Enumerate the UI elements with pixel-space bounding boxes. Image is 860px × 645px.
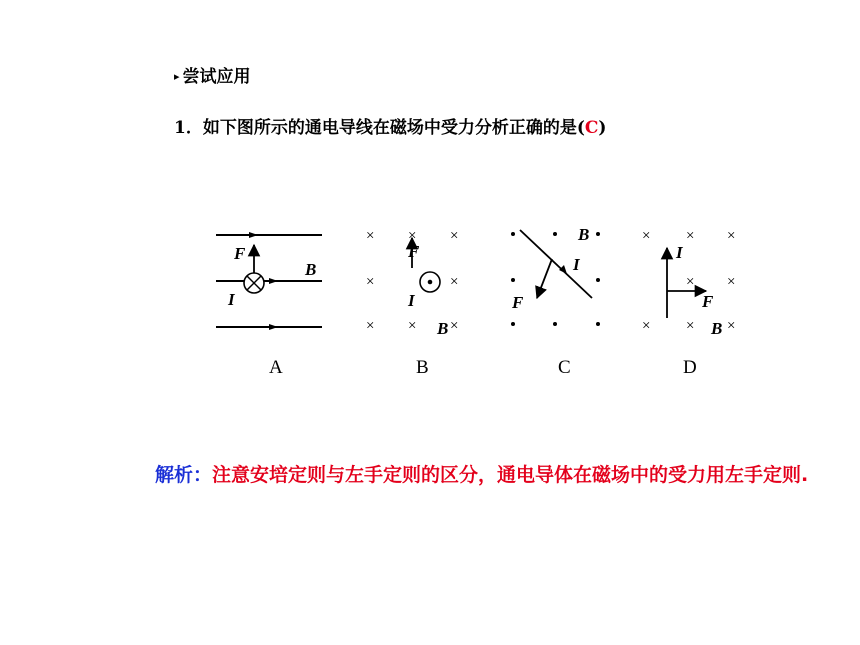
svg-text:×: × <box>366 228 375 244</box>
svg-text:×: × <box>686 228 695 244</box>
label-f: F <box>702 292 714 311</box>
label-f: F <box>512 293 524 312</box>
question-number: 1． <box>174 118 203 138</box>
question-1 <box>174 113 606 138</box>
question-text: 如下图所示的通电导线在磁场中受力分析正确的是 <box>202 118 577 138</box>
answer-letter: C <box>584 118 599 138</box>
analysis-text: 注意安培定则与左手定则的区分，通电导体在磁场中的受力用左手定则. <box>212 464 809 486</box>
svg-text:×: × <box>366 318 375 334</box>
label-i: I <box>228 290 235 309</box>
svg-text:×: × <box>450 228 459 244</box>
svg-text:×: × <box>408 228 417 244</box>
svg-text:×: × <box>686 318 695 334</box>
panel-a <box>216 232 322 378</box>
caption-b: B <box>416 357 429 378</box>
label-b: B <box>305 260 317 279</box>
caption-c: C <box>558 357 571 378</box>
label-f: F <box>408 242 420 261</box>
svg-text:×: × <box>408 318 417 334</box>
caption-a: A <box>269 357 283 378</box>
svg-text:×: × <box>450 318 459 334</box>
svg-text:×: × <box>366 274 375 290</box>
label-i: I <box>573 255 580 274</box>
label-i: I <box>408 291 415 310</box>
label-i: I <box>676 243 683 262</box>
section-heading <box>174 62 251 87</box>
panel-d <box>642 228 735 378</box>
label-b: B <box>437 319 449 338</box>
panel-b <box>366 228 458 378</box>
caption-d: D <box>683 357 697 378</box>
field-dots <box>511 232 600 326</box>
answer-paren-open: ( <box>576 118 585 138</box>
label-b: B <box>578 225 590 244</box>
svg-text:×: × <box>450 274 459 290</box>
svg-text:×: × <box>727 318 736 334</box>
svg-text:×: × <box>686 274 695 290</box>
svg-text:×: × <box>642 228 651 244</box>
svg-text:×: × <box>642 318 651 334</box>
force-arrow <box>537 259 552 298</box>
label-f: F <box>234 244 246 263</box>
panel-c <box>511 225 600 378</box>
svg-text:×: × <box>727 228 736 244</box>
triangle-marker-icon: ▸ <box>174 70 180 83</box>
svg-text:×: × <box>727 274 736 290</box>
answer-paren-close: ) <box>598 118 607 138</box>
section-heading-text: 尝试应用 <box>182 67 251 87</box>
label-b: B <box>711 319 723 338</box>
force-diagram-figure <box>200 210 760 385</box>
analysis-label: 解析： <box>155 464 213 486</box>
analysis-block <box>155 453 815 498</box>
